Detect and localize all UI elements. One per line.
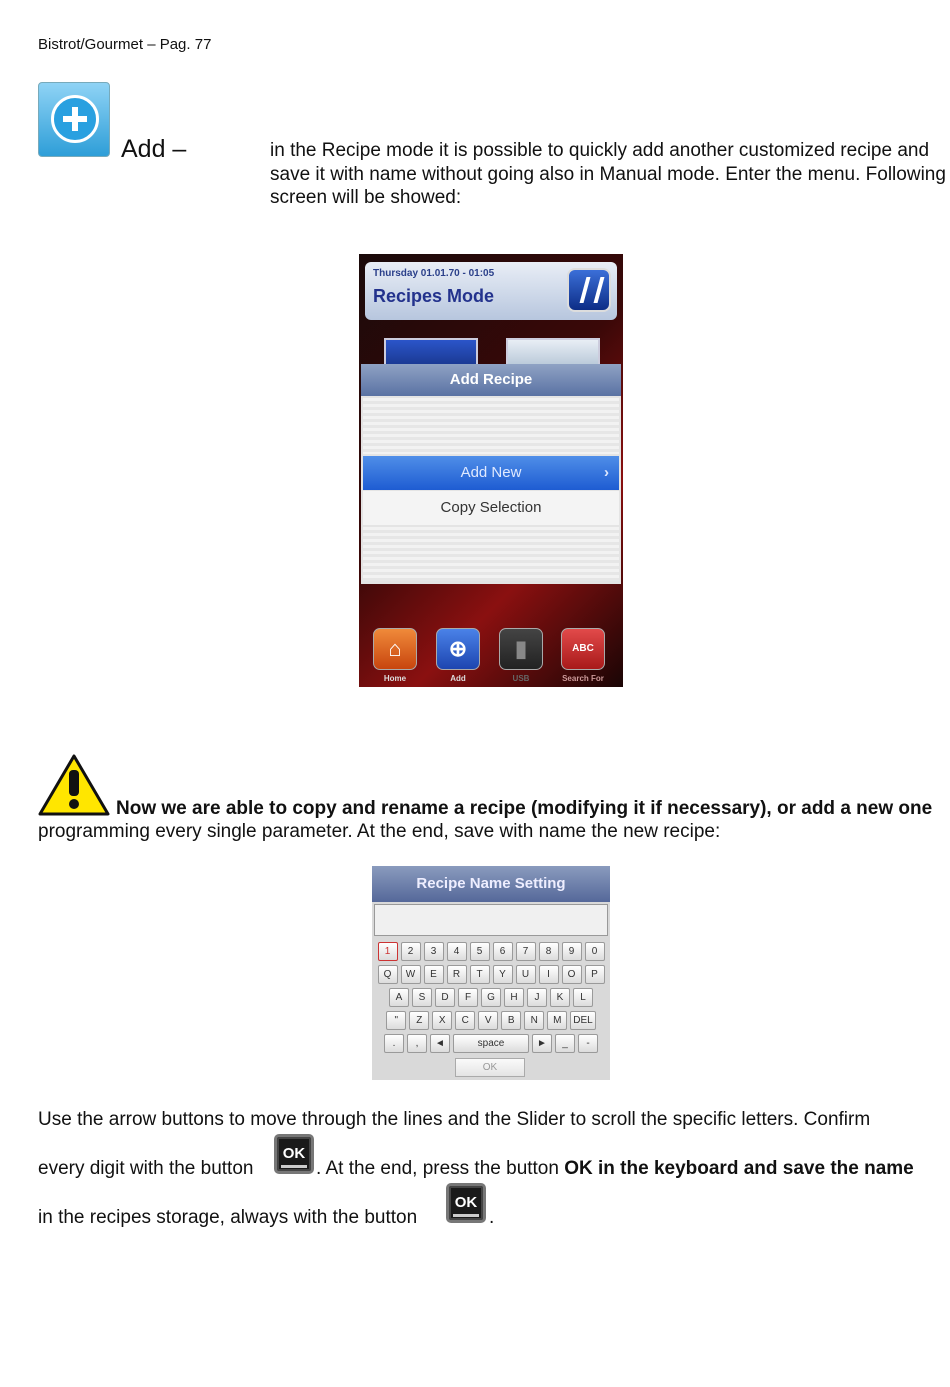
keyboard-key: " [386,1011,406,1030]
warning-bold-text: Now we are able to copy and rename a recipe (modifying it if necessary), or add a new one [116,798,933,819]
nav-label-home: Home [383,674,407,683]
add-label: Add – [121,135,187,163]
keyboard-key: 0 [585,942,605,961]
keyboard-key: 5 [470,942,490,961]
keyboard-key: X [432,1011,452,1030]
keyboard-title: Recipe Name Setting [372,866,610,902]
keyboard-key: ► [532,1034,552,1053]
keyboard-row [372,1011,610,1030]
dialog-title: Add Recipe [361,364,621,396]
keyboard-key: Q [378,965,398,984]
keyboard-row [372,965,610,984]
keyboard-key: S [412,988,432,1007]
keyboard-row [372,942,610,961]
keyboard-key: DEL [570,1011,595,1030]
keyboard-key: L [573,988,593,1007]
instruction-bold-text: OK in the keyboard and save the name [564,1158,914,1179]
page-header: Bistrot/Gourmet – Pag. 77 [38,36,212,53]
recipes-mode-screenshot [359,254,623,687]
bottom-nav [359,626,623,687]
mode-title: Recipes Mode [373,286,495,306]
keyboard-key: 3 [424,942,444,961]
instruction-text: . At the end, press the button [316,1158,565,1179]
keyboard-key: T [470,965,490,984]
ok-button-icon: OK [446,1183,486,1223]
name-field [374,904,608,936]
keyboard-key: . [384,1034,404,1053]
blank-row [363,527,619,581]
usb-icon: ▮ [499,628,543,670]
status-header [365,262,617,320]
keyboard-key: ◄ [430,1034,450,1053]
instruction-line-1: Use the arrow buttons to move through the lines and the Slider to scroll the specific letters. Confirm [38,1109,871,1130]
instruction-line-3 [38,1207,417,1229]
keyboard-key: B [501,1011,521,1030]
keyboard-key: D [435,988,455,1007]
keyboard-key: 1 [378,942,398,961]
home-icon: ⌂ [373,628,417,670]
keyboard-row [372,988,610,1007]
keyboard-key: F [458,988,478,1007]
instruction-period: . [489,1207,495,1228]
add-recipe-dialog [361,364,621,584]
warning-icon [38,754,110,816]
keyboard-key: A [389,988,409,1007]
keyboard-key: W [401,965,421,984]
keyboard-key: 8 [539,942,559,961]
date-time: Thursday 01.01.70 - 01:05 [373,268,495,279]
keyboard-key: Y [493,965,513,984]
keyboard-key: _ [555,1034,575,1053]
nav-label-search: Search For [562,674,604,683]
keyboard-key: K [550,988,570,1007]
keyboard-key: Z [409,1011,429,1030]
keyboard-key: E [424,965,444,984]
instruction-text: in the recipes storage, always with the button [38,1207,418,1228]
keyboard-row [372,1034,610,1053]
abc-icon: ABC [561,628,605,670]
recipe-name-keyboard-screenshot [372,866,610,1080]
keyboard-keys [372,942,610,1057]
keyboard-key: V [478,1011,498,1030]
keyboard-key: N [524,1011,544,1030]
keyboard-ok-button: OK [455,1058,525,1077]
keyboard-key: space [453,1034,529,1053]
instruction-line-2b [316,1158,914,1180]
instruction-line-2 [38,1158,253,1180]
keyboard-key: P [585,965,605,984]
keyboard-key: - [578,1034,598,1053]
nav-label-add: Add [450,674,466,683]
add-new-option [363,456,619,490]
keyboard-key: , [407,1034,427,1053]
keyboard-key: H [504,988,524,1007]
keyboard-key: U [516,965,536,984]
keyboard-key: C [455,1011,475,1030]
keyboard-key: R [447,965,467,984]
keyboard-key: 9 [562,942,582,961]
blank-row [363,398,619,454]
keyboard-key: 2 [401,942,421,961]
brand-logo-icon [567,268,611,312]
keyboard-key: M [547,1011,567,1030]
copy-selection-option: Copy Selection [363,491,619,525]
intro-paragraph: in the Recipe mode it is possible to quickly add another customized recipe and save it with name without going also in Manual mode. Enter the menu. Following screen will be showed: [270,140,946,208]
add-icon: ⊕ [436,628,480,670]
keyboard-key: 6 [493,942,513,961]
keyboard-key: 7 [516,942,536,961]
keyboard-key: G [481,988,501,1007]
add-new-label: Add New [460,464,522,481]
keyboard-key: J [527,988,547,1007]
keyboard-key: I [539,965,559,984]
keyboard-key: O [562,965,582,984]
ok-button-icon: OK [274,1134,314,1174]
chevron-right-icon: › [604,464,609,481]
keyboard-key: 4 [447,942,467,961]
add-icon [38,82,110,157]
instruction-text: every digit with the button [38,1158,254,1179]
warning-text: programming every single parameter. At the end, save with name the new recipe: [38,821,721,842]
nav-label-usb: USB [512,674,530,683]
